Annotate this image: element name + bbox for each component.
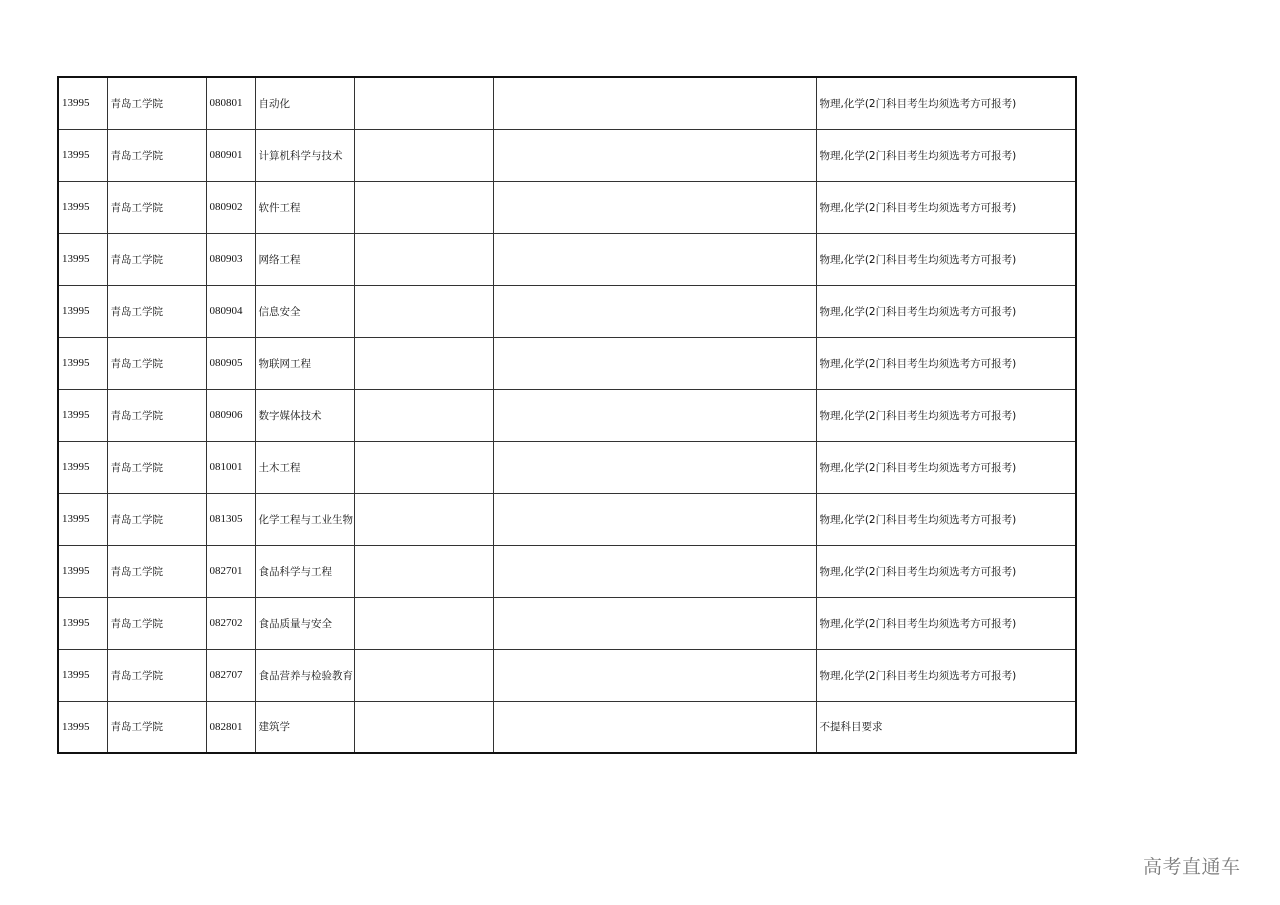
school-name-cell: 青岛工学院 (107, 649, 206, 701)
school-code-cell: 13995 (58, 597, 107, 649)
subject-requirement-cell: 物理,化学(2门科目考生均须选考方可报考) (816, 649, 1076, 701)
school-name-cell: 青岛工学院 (107, 181, 206, 233)
school-name-cell: 青岛工学院 (107, 493, 206, 545)
blank-cell (493, 389, 816, 441)
major-code-cell: 081001 (206, 441, 255, 493)
blank-cell (493, 337, 816, 389)
school-code-cell: 13995 (58, 285, 107, 337)
table-row (58, 129, 1076, 181)
table-row (58, 649, 1076, 701)
blank-cell (493, 493, 816, 545)
major-code-cell: 082702 (206, 597, 255, 649)
school-code-cell: 13995 (58, 337, 107, 389)
school-code-cell: 13995 (58, 129, 107, 181)
table-body (58, 77, 1076, 753)
school-name-cell: 青岛工学院 (107, 285, 206, 337)
table-row (58, 77, 1076, 129)
table-row (58, 441, 1076, 493)
subject-requirement-cell: 物理,化学(2门科目考生均须选考方可报考) (816, 597, 1076, 649)
major-code-cell: 082707 (206, 649, 255, 701)
blank-cell (493, 597, 816, 649)
major-name-cell: 计算机科学与技术 (255, 129, 354, 181)
major-name-cell: 物联网工程 (255, 337, 354, 389)
school-code-cell: 13995 (58, 441, 107, 493)
table-row (58, 181, 1076, 233)
subject-requirement-cell: 物理,化学(2门科目考生均须选考方可报考) (816, 181, 1076, 233)
blank-cell (354, 649, 493, 701)
major-code-cell: 080906 (206, 389, 255, 441)
blank-cell (493, 701, 816, 753)
blank-cell (354, 597, 493, 649)
school-name-cell: 青岛工学院 (107, 389, 206, 441)
blank-cell (354, 389, 493, 441)
school-code-cell: 13995 (58, 389, 107, 441)
major-code-cell: 080801 (206, 77, 255, 129)
major-code-cell: 080904 (206, 285, 255, 337)
blank-cell (354, 77, 493, 129)
major-code-cell: 082701 (206, 545, 255, 597)
requirements-table (57, 76, 1077, 754)
blank-cell (354, 285, 493, 337)
major-code-cell: 081305 (206, 493, 255, 545)
table-row (58, 597, 1076, 649)
major-name-cell: 建筑学 (255, 701, 354, 753)
blank-cell (354, 441, 493, 493)
subject-requirement-cell: 物理,化学(2门科目考生均须选考方可报考) (816, 129, 1076, 181)
blank-cell (493, 649, 816, 701)
blank-cell (354, 129, 493, 181)
major-name-cell: 化学工程与工业生物 (255, 493, 354, 545)
school-code-cell: 13995 (58, 493, 107, 545)
school-code-cell: 13995 (58, 545, 107, 597)
major-name-cell: 信息安全 (255, 285, 354, 337)
subject-requirement-cell: 不提科目要求 (816, 701, 1076, 753)
major-code-cell: 080901 (206, 129, 255, 181)
major-name-cell: 食品质量与安全 (255, 597, 354, 649)
subject-requirement-cell: 物理,化学(2门科目考生均须选考方可报考) (816, 233, 1076, 285)
subject-requirement-cell: 物理,化学(2门科目考生均须选考方可报考) (816, 545, 1076, 597)
subject-requirement-cell: 物理,化学(2门科目考生均须选考方可报考) (816, 493, 1076, 545)
blank-cell (493, 545, 816, 597)
school-name-cell: 青岛工学院 (107, 597, 206, 649)
blank-cell (354, 545, 493, 597)
table-row (58, 285, 1076, 337)
school-code-cell: 13995 (58, 649, 107, 701)
table-row (58, 493, 1076, 545)
school-name-cell: 青岛工学院 (107, 441, 206, 493)
school-name-cell: 青岛工学院 (107, 337, 206, 389)
blank-cell (493, 441, 816, 493)
major-name-cell: 土木工程 (255, 441, 354, 493)
blank-cell (493, 129, 816, 181)
major-name-cell: 食品科学与工程 (255, 545, 354, 597)
major-name-cell: 网络工程 (255, 233, 354, 285)
school-code-cell: 13995 (58, 181, 107, 233)
subject-requirement-cell: 物理,化学(2门科目考生均须选考方可报考) (816, 389, 1076, 441)
blank-cell (354, 493, 493, 545)
school-name-cell: 青岛工学院 (107, 545, 206, 597)
table-row (58, 545, 1076, 597)
school-code-cell: 13995 (58, 701, 107, 753)
blank-cell (493, 77, 816, 129)
blank-cell (354, 233, 493, 285)
watermark-text: 高考直通车 (1143, 856, 1241, 878)
subject-requirement-cell: 物理,化学(2门科目考生均须选考方可报考) (816, 337, 1076, 389)
blank-cell (493, 181, 816, 233)
blank-cell (354, 701, 493, 753)
major-code-cell: 080905 (206, 337, 255, 389)
subject-requirement-cell: 物理,化学(2门科目考生均须选考方可报考) (816, 77, 1076, 129)
major-code-cell: 080902 (206, 181, 255, 233)
table-row (58, 337, 1076, 389)
blank-cell (354, 337, 493, 389)
blank-cell (493, 233, 816, 285)
table-row (58, 233, 1076, 285)
major-code-cell: 082801 (206, 701, 255, 753)
school-code-cell: 13995 (58, 77, 107, 129)
table-row (58, 701, 1076, 753)
blank-cell (493, 285, 816, 337)
school-code-cell: 13995 (58, 233, 107, 285)
school-name-cell: 青岛工学院 (107, 701, 206, 753)
major-name-cell: 数字媒体技术 (255, 389, 354, 441)
school-name-cell: 青岛工学院 (107, 129, 206, 181)
blank-cell (354, 181, 493, 233)
subject-requirement-cell: 物理,化学(2门科目考生均须选考方可报考) (816, 285, 1076, 337)
major-code-cell: 080903 (206, 233, 255, 285)
school-name-cell: 青岛工学院 (107, 233, 206, 285)
school-name-cell: 青岛工学院 (107, 77, 206, 129)
major-name-cell: 软件工程 (255, 181, 354, 233)
major-name-cell: 食品营养与检验教育 (255, 649, 354, 701)
major-name-cell: 自动化 (255, 77, 354, 129)
subject-requirement-cell: 物理,化学(2门科目考生均须选考方可报考) (816, 441, 1076, 493)
table-row (58, 389, 1076, 441)
